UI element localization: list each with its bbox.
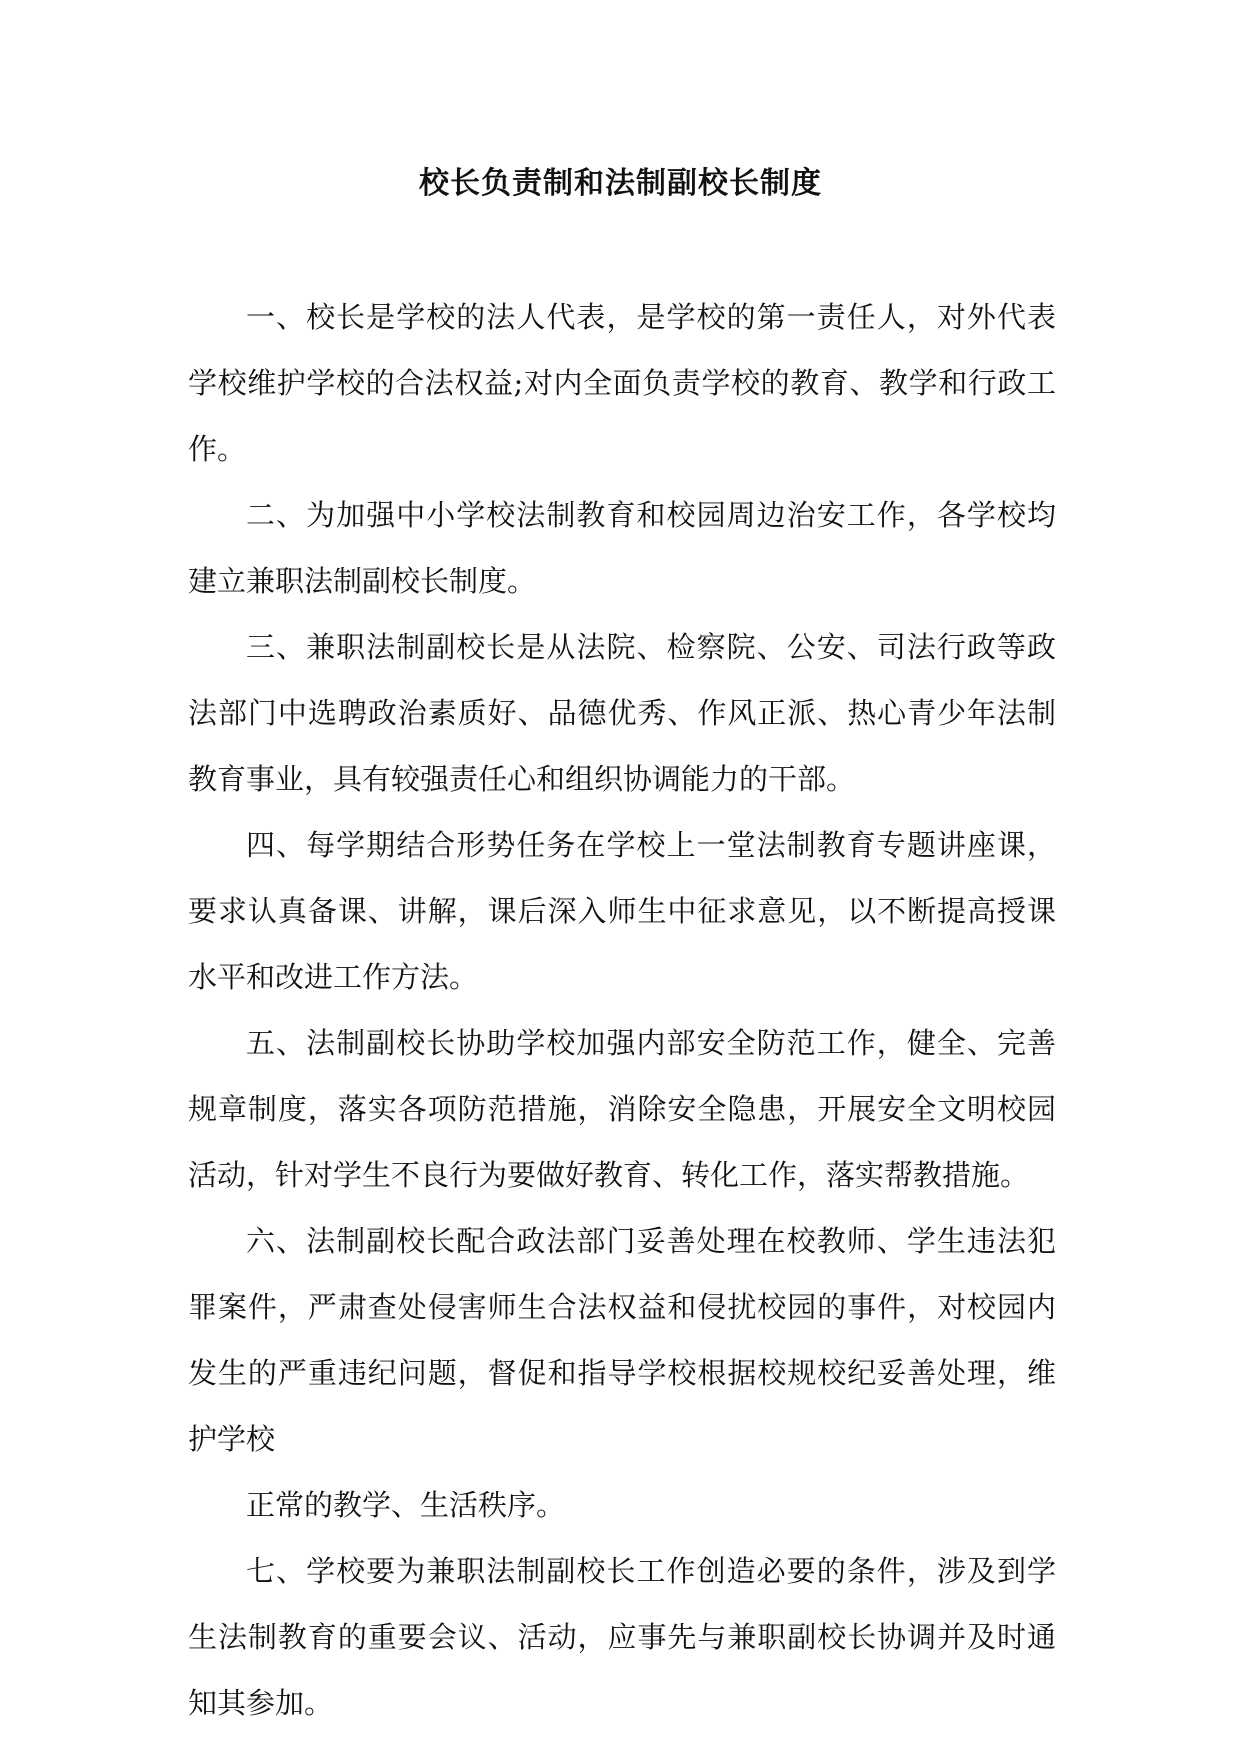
paragraph-2: 二、为加强中小学校法制教育和校园周边治安工作，各学校均建立兼职法制副校长制度。 <box>188 498 1056 598</box>
paragraph-3: 三、兼职法制副校长是从法院、检察院、公安、司法行政等政法部门中选聘政治素质好、品德优秀、作风正派、热心青少年法制教育事业，具有较强责任心和组织协调能力的干部。 <box>188 630 1056 796</box>
paragraph-7: 七、学校要为兼职法制副校长工作创造必要的条件，涉及到学生法制教育的重要会议、活动，应事先与兼职副校长协调并及时通知其参加。 <box>188 1554 1056 1720</box>
paragraph-5: 五、法制副校长协助学校加强内部安全防范工作，健全、完善规章制度，落实各项防范措施，消除安全隐患，开展安全文明校园活动，针对学生不良行为要做好教育、转化工作，落实帮教措施。 <box>188 1026 1056 1192</box>
paragraph-1: 一、校长是学校的法人代表，是学校的第一责任人，对外代表学校维护学校的合法权益;对内全面负责学校的教育、教学和行政工作。 <box>188 300 1056 466</box>
document-title: 校长负责制和法制副校长制度 <box>419 166 822 201</box>
document-body <box>188 284 1056 1736</box>
paragraph-6: 六、法制副校长配合政法部门妥善处理在校教师、学生违法犯罪案件，严肃查处侵害师生合法权益和侵扰校园的事件，对校园内发生的严重违纪问题，督促和指导学校根据校规校纪妥善处理，维护学校 <box>188 1224 1056 1456</box>
paragraph-4: 四、每学期结合形势任务在学校上一堂法制教育专题讲座课，要求认真备课、讲解，课后深入师生中征求意见，以不断提高授课水平和改进工作方法。 <box>188 828 1056 994</box>
paragraph-6-continuation: 正常的教学、生活秩序。 <box>246 1488 566 1522</box>
